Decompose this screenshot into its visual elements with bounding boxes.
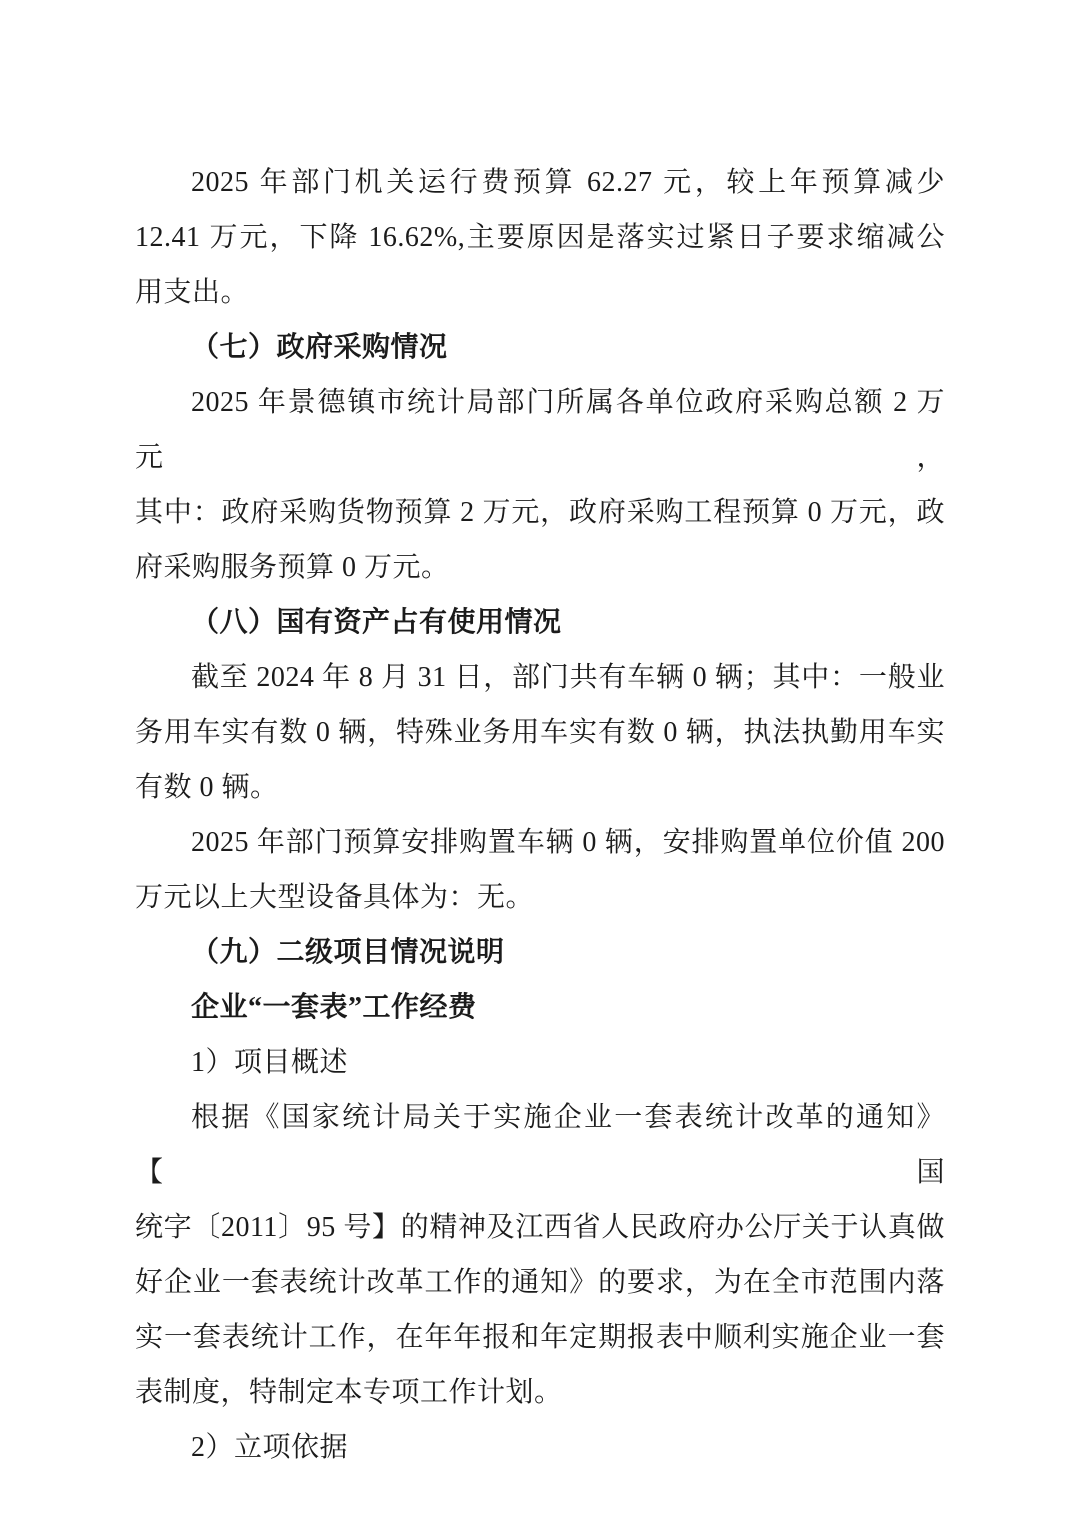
section-heading-text: （九）二级项目情况说明: [191, 937, 505, 968]
para-vehicle-purchase-plan: [135, 815, 945, 925]
heading-section-9-secondary-projects: [135, 925, 945, 980]
para-vehicle-holdings: [135, 650, 945, 815]
text-line: 其中：政府采购货物预算 2 万元，政府采购工程预算 0 万元，政: [135, 497, 945, 528]
text-line: 表制度，特制定本专项工作计划。: [135, 1377, 563, 1408]
text-line: 1）项目概述: [191, 1047, 349, 1078]
text-line: 万元以上大型设备具体为：无。: [135, 882, 535, 913]
text-line: 2025 年部门机关运行费预算 62.27 元，较上年预算减少: [191, 167, 945, 198]
heading-section-8-state-assets: [135, 595, 945, 650]
text-line: 12.41 万元，下降 16.62%,主要原因是落实过紧日子要求缩减公: [135, 222, 945, 253]
text-line: 2）立项依据: [191, 1432, 349, 1463]
text-line: 有数 0 辆。: [135, 772, 279, 803]
text-line: 截至 2024 年 8 月 31 日，部门共有车辆 0 辆；其中：一般业: [191, 662, 945, 693]
text-line: 实一套表统计工作，在年年报和年定期报表中顺利实施企业一套: [135, 1322, 945, 1353]
heading-enterprise-one-set-form-funds: [135, 980, 945, 1035]
para-item-2-project-basis: [135, 1420, 945, 1475]
section-heading-text: （七）政府采购情况: [191, 332, 448, 363]
text-line: 府采购服务预算 0 万元。: [135, 552, 450, 583]
text-line: 务用车实有数 0 辆，特殊业务用车实有数 0 辆，执法执勤用车实: [135, 717, 945, 748]
text-line: 根据《国家统计局关于实施企业一套表统计改革的通知》【国: [135, 1102, 945, 1188]
text-line: 2025 年部门预算安排购置车辆 0 辆，安排购置单位价值 200: [191, 827, 945, 858]
section-heading-text: 企业“一套表”工作经费: [191, 992, 477, 1023]
section-heading-text: （八）国有资产占有使用情况: [191, 607, 562, 638]
para-project-overview-detail: [135, 1090, 945, 1420]
para-government-procurement: [135, 375, 945, 595]
text-line: 2025 年景德镇市统计局部门所属各单位政府采购总额 2 万元，: [135, 387, 945, 473]
para-item-1-project-overview: [135, 1035, 945, 1090]
text-line: 好企业一套表统计改革工作的通知》的要求，为在全市范围内落: [135, 1267, 945, 1298]
para-operating-expenses: [135, 155, 945, 320]
text-line: 统字〔2011〕95 号】的精神及江西省人民政府办公厅关于认真做: [135, 1212, 945, 1243]
text-line: 用支出。: [135, 277, 250, 308]
heading-section-7-government-procurement: [135, 320, 945, 375]
